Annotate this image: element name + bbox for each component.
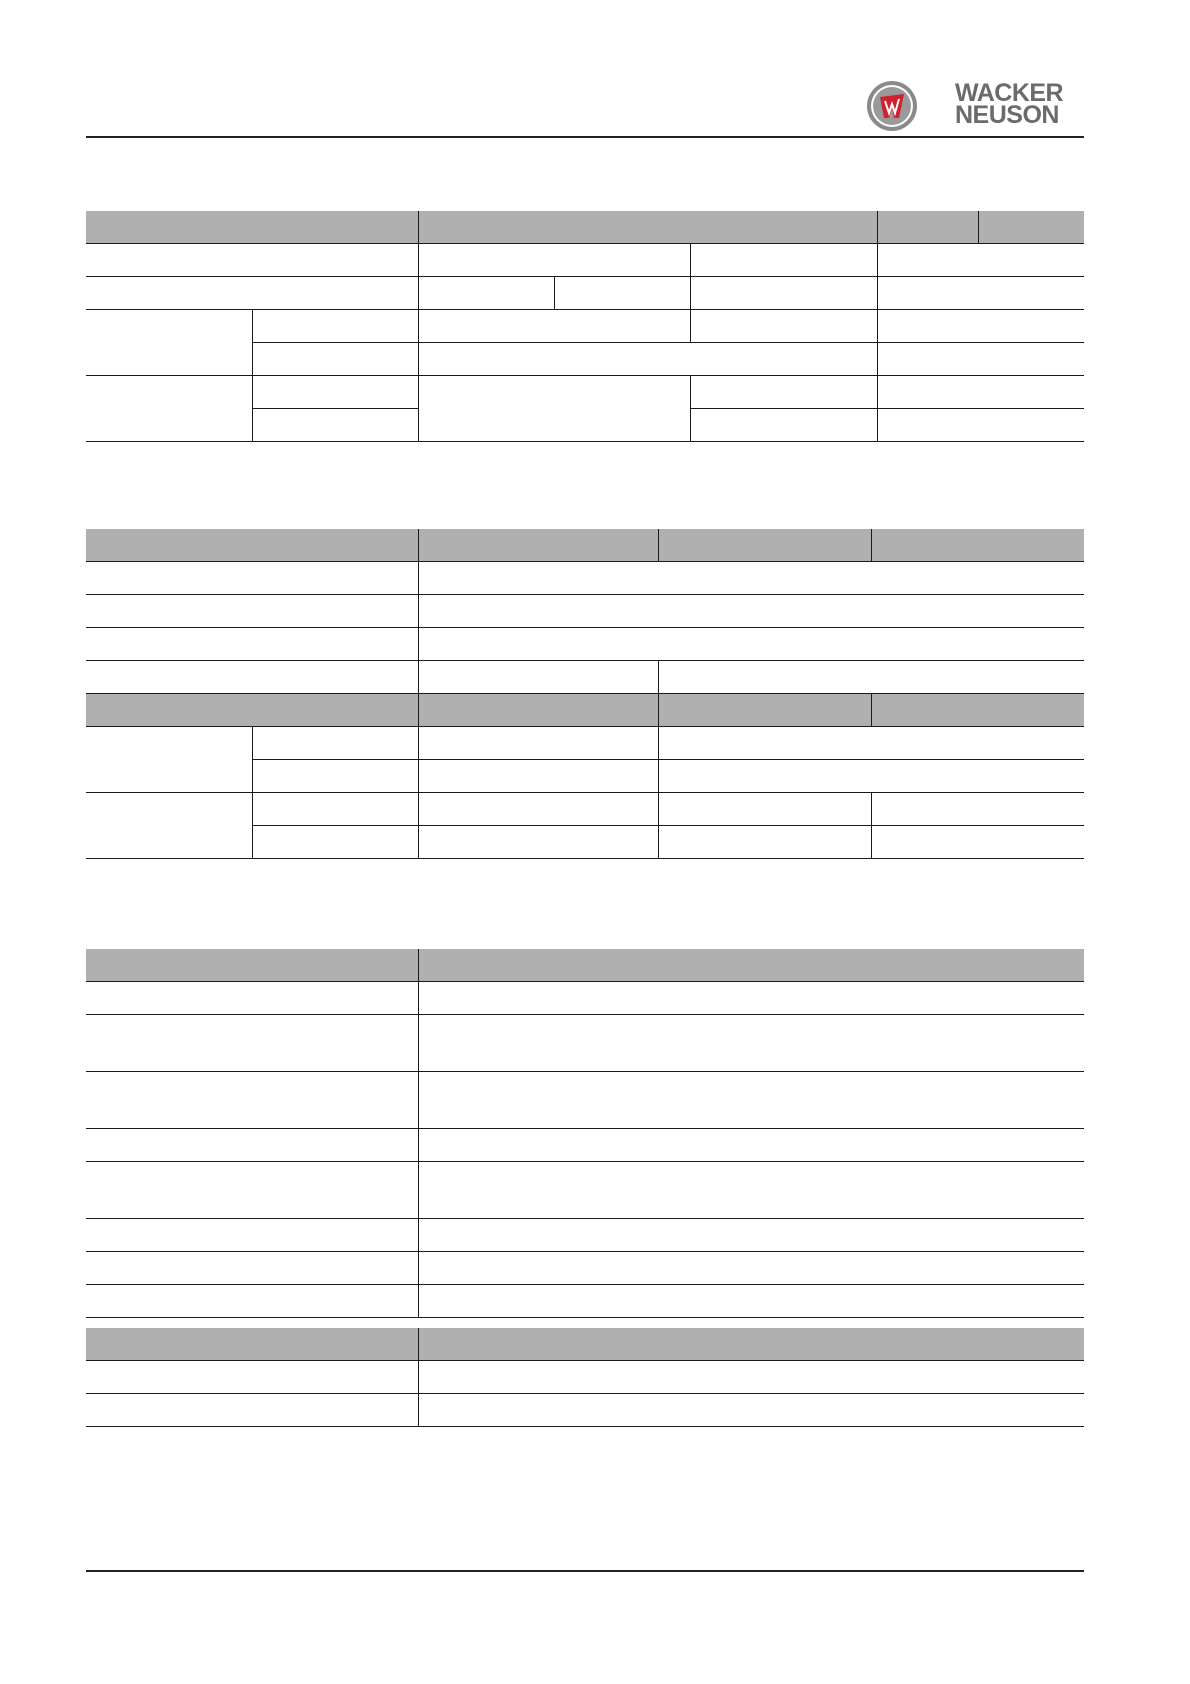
table-cell <box>252 376 418 409</box>
table-group-cell <box>86 793 252 859</box>
table-cell <box>877 277 1084 310</box>
wacker-neuson-emblem-icon <box>866 80 918 132</box>
table-cell <box>418 1394 1084 1427</box>
table-cell <box>252 727 418 760</box>
table-cell <box>418 1015 1084 1072</box>
table-row <box>86 982 1084 1015</box>
table-cell <box>86 562 418 595</box>
table-cell <box>418 1285 1084 1318</box>
table-header-cell <box>418 949 1084 982</box>
table-cell <box>418 793 658 826</box>
table-cell <box>86 1285 418 1318</box>
table-row <box>86 310 1084 343</box>
table-header-row <box>86 694 1084 727</box>
table-header-cell <box>86 1328 418 1361</box>
table-header-cell <box>658 529 871 562</box>
header-divider <box>86 136 1084 138</box>
table-header-cell <box>871 694 1084 727</box>
table-cell <box>86 1015 418 1072</box>
table-cell <box>252 343 418 376</box>
table-cell <box>86 1219 418 1252</box>
table-cell <box>690 244 877 277</box>
table-cell <box>86 661 418 694</box>
table-cell <box>418 727 658 760</box>
table-cell <box>690 409 877 442</box>
table-cell <box>658 793 871 826</box>
table-header-cell <box>86 211 418 244</box>
table-cell <box>690 376 877 409</box>
table-cell <box>658 760 1084 793</box>
table-cell <box>554 277 690 310</box>
table-header-cell <box>418 529 658 562</box>
table-cell <box>418 628 1084 661</box>
table-header-cell <box>86 694 418 727</box>
table-cell <box>418 760 658 793</box>
table-header-row <box>86 949 1084 982</box>
table-cell <box>418 826 658 859</box>
table-cell <box>658 727 1084 760</box>
table-group-cell <box>86 727 252 793</box>
table-spacer <box>418 1318 1084 1329</box>
table-cell <box>418 343 877 376</box>
table-header-cell <box>86 529 418 562</box>
table-row <box>86 727 1084 760</box>
table-cell <box>418 1219 1084 1252</box>
table-row <box>86 661 1084 694</box>
table-merged-cell <box>418 376 690 442</box>
table-row <box>86 1252 1084 1285</box>
table-cell <box>86 1072 418 1129</box>
table-cell <box>252 409 418 442</box>
table-header-cell <box>871 529 1084 562</box>
table-cell <box>871 793 1084 826</box>
table-cell <box>877 343 1084 376</box>
table-cell <box>418 595 1084 628</box>
table-cell <box>877 310 1084 343</box>
table-cell <box>252 760 418 793</box>
spec-table-1 <box>86 211 1084 442</box>
table-spacer <box>86 1318 418 1329</box>
table-cell <box>877 244 1084 277</box>
table-row <box>86 1162 1084 1219</box>
table-header-row <box>86 211 1084 244</box>
logo-line-2: NEUSON <box>955 101 1059 129</box>
table-group-cell <box>86 310 252 376</box>
table-row <box>86 376 1084 409</box>
table-row <box>86 1129 1084 1162</box>
table-row <box>86 244 1084 277</box>
table-cell <box>690 310 877 343</box>
table-cell <box>877 409 1084 442</box>
table-cell <box>86 1394 418 1427</box>
table-row <box>86 277 1084 310</box>
logo-line-1: WACKER <box>955 79 1064 107</box>
table-cell <box>86 1129 418 1162</box>
table-cell <box>252 826 418 859</box>
table-row <box>86 1394 1084 1427</box>
table-cell <box>86 628 418 661</box>
table-cell <box>418 982 1084 1015</box>
table-cell <box>252 793 418 826</box>
wacker-neuson-logo <box>955 79 1087 129</box>
spec-table-3 <box>86 949 1084 1427</box>
table-header-cell <box>978 211 1084 244</box>
table-cell <box>418 562 1084 595</box>
table-row <box>86 562 1084 595</box>
table-cell <box>86 277 418 310</box>
table-header-row <box>86 529 1084 562</box>
table-cell <box>871 826 1084 859</box>
table-header-cell <box>418 1328 1084 1361</box>
table-header-cell <box>86 949 418 982</box>
table-header-cell <box>418 694 658 727</box>
table-cell <box>418 1361 1084 1394</box>
table-row <box>86 1072 1084 1129</box>
table-row <box>86 1015 1084 1072</box>
table-cell <box>86 1252 418 1285</box>
table-cell <box>418 310 690 343</box>
table-cell <box>86 244 418 277</box>
table-row <box>86 1361 1084 1394</box>
table-cell <box>418 1072 1084 1129</box>
table-cell <box>86 1162 418 1219</box>
table-cell <box>418 1162 1084 1219</box>
table-cell <box>418 1129 1084 1162</box>
table-cell <box>658 661 1084 694</box>
table-row <box>86 1285 1084 1318</box>
spec-table-2 <box>86 529 1084 859</box>
table-cell <box>86 595 418 628</box>
table-cell <box>86 982 418 1015</box>
table-cell <box>252 310 418 343</box>
table-cell <box>86 1361 418 1394</box>
table-cell <box>418 661 658 694</box>
table-row <box>86 1219 1084 1252</box>
table-cell <box>877 376 1084 409</box>
table-cell <box>418 277 554 310</box>
table-spacer-row <box>86 1318 1084 1329</box>
table-row <box>86 793 1084 826</box>
table-cell <box>690 277 877 310</box>
table-row <box>86 628 1084 661</box>
table-header-cell <box>658 694 871 727</box>
table-header-cell <box>418 211 877 244</box>
table-cell <box>418 1252 1084 1285</box>
table-cell <box>418 244 690 277</box>
table-cell <box>658 826 871 859</box>
footer-divider <box>86 1570 1084 1572</box>
table-group-cell <box>86 376 252 442</box>
table-header-cell <box>877 211 978 244</box>
table-row <box>86 595 1084 628</box>
table-header-row <box>86 1328 1084 1361</box>
